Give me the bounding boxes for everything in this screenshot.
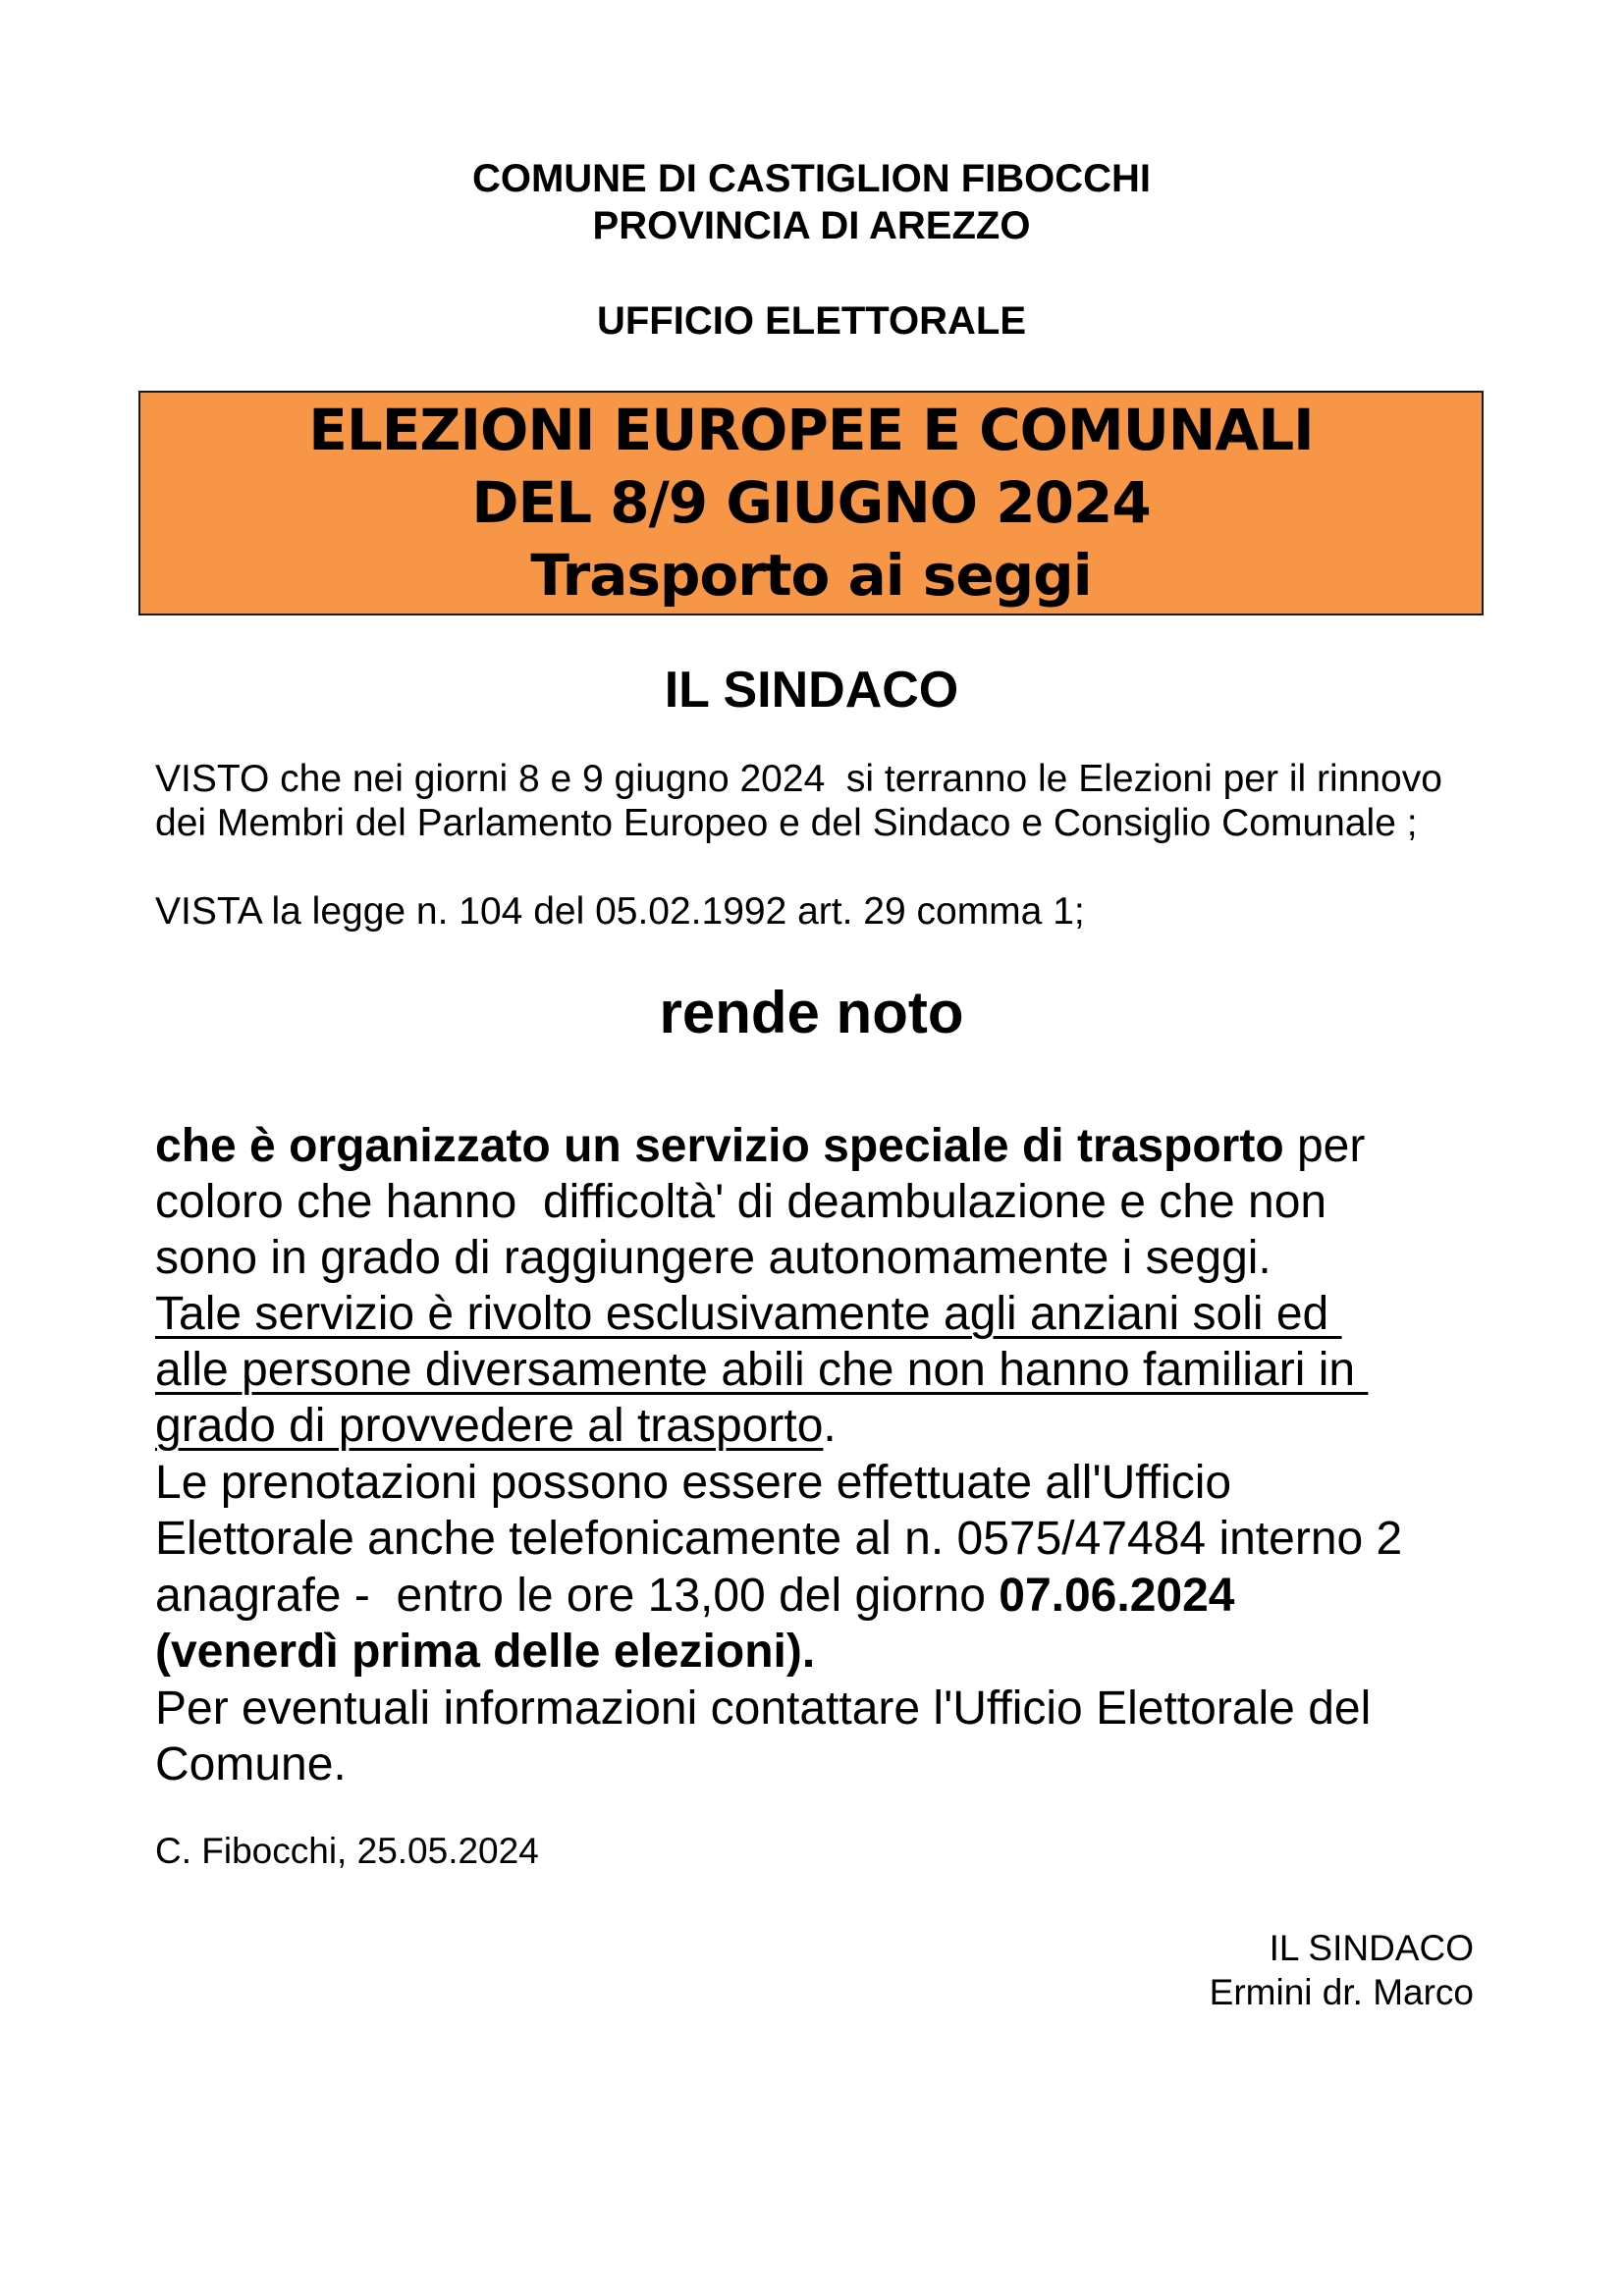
authority-heading: IL SINDACO [664,662,959,719]
visto-line-2: dei Membri del Parlamento Europeo e del Sindaco e Consiglio Comunale ; [155,802,1418,844]
booking-deadline: 07.06.2024 [999,1570,1235,1622]
body-line-11: Per eventuali informazioni contattare l'Ufficio Elettorale del [155,1682,1372,1735]
body-line-4 [155,1286,1342,1342]
body-line-10: (venerdì prima delle elezioni). [155,1626,816,1678]
eligibility-underlined-3: grado di provvedere al trasporto [155,1400,824,1452]
office-name: UFFICIO ELETTORALE [596,299,1027,343]
place-date: C. Fibocchi, 25.05.2024 [155,1831,539,1871]
announcement-heading: rende noto [659,980,964,1045]
body-line-6-rest: . [823,1400,837,1452]
banner-subtitle: Trasporto ai seggi [530,542,1092,609]
banner-title-line2: DEL 8/9 GIUGNO 2024 [471,469,1151,536]
body-line-12: Comune. [155,1738,347,1790]
signature-name: Ermini dr. Marco [1209,1972,1474,2012]
province-name: PROVINCIA DI AREZZO [592,204,1031,247]
banner-title-line1: ELEZIONI EUROPEE E COMUNALI [308,397,1314,463]
body-line-9-prefix: anagrafe - entro le ore 13,00 del giorno [155,1570,1000,1622]
election-banner [138,391,1484,615]
body-line-1 [155,1118,1365,1174]
body-line-8: Elettorale anche telefonicamente al n. 0575/47484 interno 2 [155,1513,1403,1565]
service-announcement-bold: che è organizzato un servizio speciale di trasporto [155,1120,1284,1172]
signature-title: IL SINDACO [1269,1928,1474,1968]
body-line-3: sono in grado di raggiungere autonomamente i seggi. [155,1232,1271,1284]
body-line-2: coloro che hanno difficoltà' di deambulazione e che non [155,1176,1327,1228]
body-line-6 [155,1398,837,1454]
eligibility-underlined-2: alle persone diversamente abili che non hanno familiari in [155,1344,1369,1396]
body-line-9 [155,1568,1234,1624]
body-line-1-rest: per [1283,1120,1366,1172]
municipality-name: COMUNE DI CASTIGLION FIBOCCHI [471,157,1152,200]
body-line-5 [155,1342,1368,1398]
vista-line: VISTA la legge n. 104 del 05.02.1992 art. 29 comma 1; [155,890,1085,933]
body-line-7: Le prenotazioni possono essere effettuate all'Ufficio [155,1457,1232,1509]
eligibility-underlined-1: Tale servizio è rivolto esclusivamente agli anziani soli ed [155,1288,1342,1340]
visto-line-1: VISTO che nei giorni 8 e 9 giugno 2024 si terranno le Elezioni per il rinnovo [155,758,1442,800]
